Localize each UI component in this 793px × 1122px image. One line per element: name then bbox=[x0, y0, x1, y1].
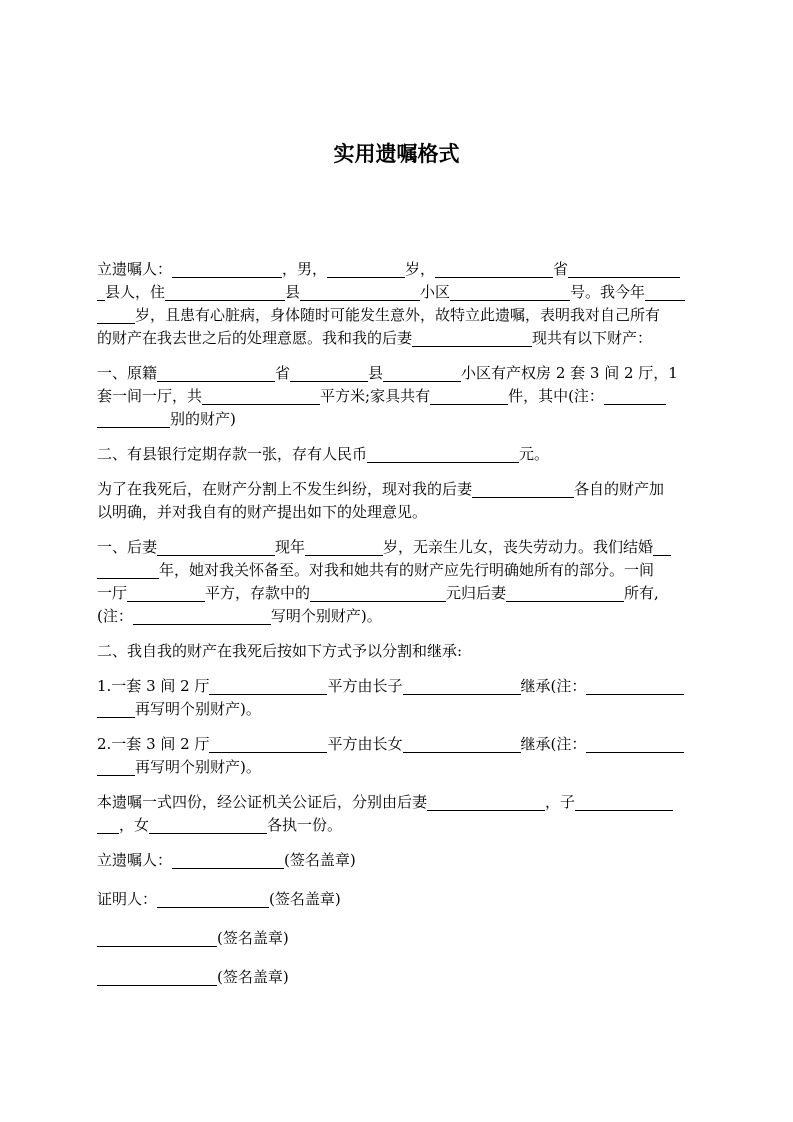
text: 立遗嘱人： bbox=[97, 851, 173, 869]
blank-son-name[interactable] bbox=[403, 677, 521, 695]
paragraph-8-line-2 bbox=[97, 756, 697, 779]
blank-shared-area[interactable] bbox=[127, 584, 205, 602]
blank-province[interactable] bbox=[435, 260, 553, 278]
text: 继承(注： bbox=[520, 735, 587, 753]
text: 件，其中(注： bbox=[508, 387, 604, 405]
text: 平方，存款中的 bbox=[205, 584, 311, 602]
text: 现年 bbox=[275, 538, 306, 556]
paragraph-4-line-2 bbox=[97, 501, 697, 524]
text: 号。我今年 bbox=[570, 283, 646, 301]
blank-note-cont[interactable] bbox=[97, 410, 170, 428]
text: 以明确，并对我自有的财产提出如下的处理意见。 bbox=[97, 503, 428, 521]
blank-deposit-amount[interactable] bbox=[367, 445, 519, 463]
blank-note[interactable] bbox=[604, 387, 666, 405]
blank-wife-property-note[interactable] bbox=[133, 607, 271, 625]
paragraph-8-line-1 bbox=[97, 733, 697, 756]
text: ，子 bbox=[545, 793, 576, 811]
text: 二、有县银行定期存款一张，存有人民币 bbox=[97, 445, 368, 463]
blank-daughter-note[interactable] bbox=[586, 735, 684, 753]
paragraph-1-line-3 bbox=[97, 304, 697, 327]
text: 写明个别财产)。 bbox=[270, 607, 382, 625]
blank-daughter-area[interactable] bbox=[209, 735, 327, 753]
blank-son-note[interactable] bbox=[586, 677, 684, 695]
paragraph-9-line-2 bbox=[97, 814, 697, 837]
blank-origin-community[interactable] bbox=[383, 364, 461, 382]
text: 别的财产) bbox=[170, 410, 236, 428]
paragraph-5-line-3 bbox=[97, 582, 697, 605]
text: 县 bbox=[285, 283, 301, 301]
blank-signature-4[interactable] bbox=[97, 968, 217, 986]
text: 再写明个别财产)。 bbox=[135, 700, 261, 718]
blank-furniture-count[interactable] bbox=[430, 387, 508, 405]
blank-testator-signature[interactable] bbox=[172, 851, 284, 869]
paragraph-3 bbox=[97, 443, 697, 466]
blank-copy-daughter[interactable] bbox=[149, 816, 267, 834]
text: 省 bbox=[553, 260, 569, 278]
paragraph-5-line-4 bbox=[97, 605, 697, 628]
text: ，女 bbox=[119, 816, 150, 834]
blank-residence-number[interactable] bbox=[450, 283, 570, 301]
blank-marriage-years-cont[interactable] bbox=[97, 561, 159, 579]
blank-testator-name[interactable] bbox=[172, 260, 282, 278]
text: 再写明个别财产)。 bbox=[135, 758, 261, 776]
paragraph-7-line-1 bbox=[97, 675, 697, 698]
text: (签名盖章) bbox=[217, 929, 289, 947]
text: 二、我自我的财产在我死后按如下方式予以分割和继承: bbox=[97, 642, 463, 660]
text: 本遗嘱一式四份，经公证机关公证后，分别由后妻 bbox=[97, 793, 428, 811]
blank-shared-deposit[interactable] bbox=[310, 584, 446, 602]
text: 证明人： bbox=[97, 890, 158, 908]
blank-marriage-years[interactable] bbox=[653, 538, 671, 556]
text: 一厅 bbox=[97, 584, 128, 602]
blank-origin-province[interactable] bbox=[157, 364, 275, 382]
text: 岁，且患有心脏病，身体随时可能发生意外，故特立此遗嘱，表明我对自己所有 bbox=[135, 306, 661, 324]
text: 各自的财产加 bbox=[574, 480, 665, 498]
blank-daughter-name[interactable] bbox=[403, 735, 521, 753]
text: 平方米;家具共有 bbox=[320, 387, 431, 405]
paragraph-9-line-1 bbox=[97, 791, 697, 814]
blank-daughter-note-cont[interactable] bbox=[97, 758, 135, 776]
blank-age[interactable] bbox=[327, 260, 405, 278]
text: (签名盖章) bbox=[217, 968, 289, 986]
blank-wife-name-4[interactable] bbox=[506, 584, 624, 602]
text: 岁， bbox=[405, 260, 436, 278]
text: (注： bbox=[97, 607, 133, 625]
text: 1.一套 3 间 2 厅 bbox=[97, 677, 210, 695]
text: 元归后妻 bbox=[446, 584, 507, 602]
text: 县 bbox=[368, 364, 384, 382]
text: 县人，住 bbox=[105, 283, 166, 301]
text: 的财产在我去世之后的处理意愿。我和我的后妻 bbox=[97, 329, 413, 347]
text: 小区 bbox=[420, 283, 451, 301]
blank-signature-3[interactable] bbox=[97, 929, 217, 947]
blank-wife-age[interactable] bbox=[305, 538, 383, 556]
blank-residence-county[interactable] bbox=[300, 283, 420, 301]
blank-copy-wife[interactable] bbox=[427, 793, 545, 811]
paragraph-2-line-2 bbox=[97, 385, 697, 408]
blank-residence[interactable] bbox=[165, 283, 285, 301]
text: 一、后妻 bbox=[97, 538, 158, 556]
blank-son-note-cont[interactable] bbox=[97, 700, 135, 718]
blank-origin-county[interactable] bbox=[290, 364, 368, 382]
text: 平方由长女 bbox=[327, 735, 403, 753]
text: (签名盖章) bbox=[269, 890, 341, 908]
blank-county[interactable] bbox=[568, 260, 680, 278]
paragraph-5-line-2 bbox=[97, 559, 697, 582]
text: 立遗嘱人： bbox=[97, 260, 173, 278]
text: 小区有产权房 2 套 3 间 2 厅，1 bbox=[461, 364, 678, 382]
blank-copy-son-cont[interactable] bbox=[97, 816, 119, 834]
text: 年，她对我关怀备至。对我和她共有的财产应先行明确她所有的部分。一间 bbox=[159, 561, 655, 579]
blank-area[interactable] bbox=[202, 387, 320, 405]
paragraph-2-line-3 bbox=[97, 408, 697, 431]
document-title: 实用遗嘱格式 bbox=[333, 142, 460, 166]
text: 一、原籍 bbox=[97, 364, 158, 382]
text: 所有, bbox=[624, 584, 659, 602]
paragraph-1-line-4 bbox=[97, 327, 697, 350]
text: 继承(注： bbox=[520, 677, 587, 695]
text: 现共有以下财产： bbox=[532, 329, 653, 347]
text: ，男， bbox=[282, 260, 328, 278]
paragraph-4-line-1 bbox=[97, 478, 697, 501]
blank-wife-name-2[interactable] bbox=[472, 480, 574, 498]
paragraph-5-line-1 bbox=[97, 536, 697, 559]
blank-wife-name[interactable] bbox=[412, 329, 532, 347]
text: 元。 bbox=[519, 445, 550, 463]
paragraph-2-line-1 bbox=[97, 362, 697, 385]
blank-witness-signature[interactable] bbox=[157, 890, 269, 908]
signature-witness bbox=[97, 888, 697, 911]
text: 岁，无亲生儿女，丧失劳动力。我们结婚 bbox=[383, 538, 654, 556]
text: 各执一份。 bbox=[267, 816, 343, 834]
blank-current-age[interactable] bbox=[645, 283, 685, 301]
text: 平方由长子 bbox=[327, 677, 403, 695]
blank-son-area[interactable] bbox=[209, 677, 327, 695]
paragraph-1-line-2 bbox=[97, 281, 697, 304]
blank-county-cont[interactable] bbox=[97, 283, 105, 301]
text: 省 bbox=[275, 364, 291, 382]
paragraph-7-line-2 bbox=[97, 698, 697, 721]
signature-testator bbox=[97, 849, 697, 872]
paragraph-6 bbox=[97, 640, 697, 663]
blank-current-age-cont[interactable] bbox=[97, 306, 135, 324]
text: (签名盖章) bbox=[284, 851, 356, 869]
text: 套一间一厅，共 bbox=[97, 387, 203, 405]
blank-wife-name-3[interactable] bbox=[157, 538, 275, 556]
text: 2.一套 3 间 2 厅 bbox=[97, 735, 210, 753]
blank-copy-son[interactable] bbox=[575, 793, 673, 811]
signature-line-4 bbox=[97, 966, 697, 989]
document-body bbox=[97, 258, 697, 989]
text: 为了在我死后，在财产分割上不发生纠纷，现对我的后妻 bbox=[97, 480, 473, 498]
paragraph-1-line-1 bbox=[97, 258, 697, 281]
signature-line-3 bbox=[97, 927, 697, 950]
